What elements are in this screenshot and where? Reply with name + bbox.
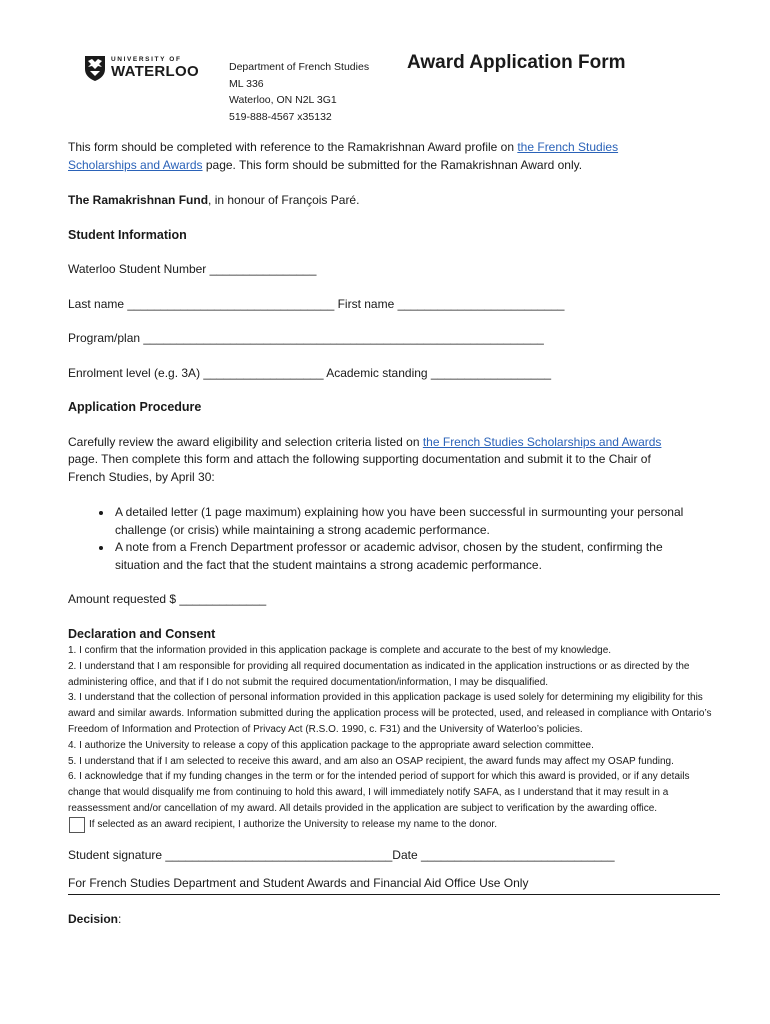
intro-paragraph [68, 139, 720, 174]
fund-name: The Ramakrishnan Fund [68, 193, 209, 207]
fund-dedication: , in honour of François Paré. [208, 193, 360, 207]
supporting-documents-list [68, 504, 720, 574]
consent-checkbox[interactable] [69, 817, 85, 833]
intro-text-before: This form should be completed with reference to the Ramakrishnan Award profile on [68, 140, 518, 154]
amount-requested-field[interactable]: Amount requested $ _____________ [68, 592, 267, 606]
enrolment-standing-fields[interactable]: Enrolment level (e.g. 3A) __________________ Academic standing __________________ [68, 365, 552, 380]
declaration-item-5: 5. I understand that if I am selected to receive this award, and am also an OSAP recipient, the award funds may affect my OSAP funding. [68, 755, 674, 767]
form-body [68, 139, 720, 928]
decision-label: Decision [68, 911, 119, 926]
student-info-heading: Student Information [68, 227, 187, 242]
procedure-text-before: Carefully review the award eligibility and selection criteria listed on [68, 434, 423, 449]
procedure-text-line2: page. Then complete this form and attach the following supporting documentation and submit it to the Chair of [68, 452, 651, 466]
procedure-paragraph [68, 434, 720, 487]
declaration-item-6: 6. I acknowledge that if my funding changes in the term or for the intended period of support for which this award is provided, or if any details change that would disqualify me from continuing to hold this award, I will immediately notify SAFA, as I understand that it may result in a reassessment and/or cancellation of my award. All details provided in the application are subject to verification by the awarding office. [68, 771, 690, 814]
fund-paragraph [68, 192, 720, 210]
signature-date-fields[interactable]: Student signature __________________________________Date _____________________________ [68, 847, 615, 862]
intro-link-part2[interactable]: Scholarships and Awards [68, 157, 203, 172]
bullet-2-line2: situation and the fact that the student maintains a strong academic performance. [115, 557, 542, 572]
office-use-banner: For French Studies Department and Student Awards and Financial Aid Office Use Only [68, 875, 720, 895]
bullet-2-line1: A note from a French Department professor or academic advisor, chosen by the student, confirming the [115, 540, 663, 554]
declaration-item-3: 3. I understand that the collection of personal information provided in this application package is used solely for determining my eligibility for this award and similar awards. Information submitted during the application process will be protected, used, and released in compliance with Ontario’s Freedom of Information and Protection of Privacy Act (R.S.O. 1990, c. F31) and the University of Waterloo’s policies. [68, 692, 712, 735]
student-number-field[interactable]: Waterloo Student Number ________________ [68, 262, 317, 276]
intro-text-after: page. This form should be submitted for the Ramakrishnan Award only. [202, 157, 583, 172]
form-title: Award Application Form [407, 52, 626, 73]
department-phone: 519-888-4567 x35132 [229, 110, 332, 123]
declaration-heading: Declaration and Consent [68, 626, 216, 641]
logo-line-university-of: UNIVERSITY OF [111, 55, 182, 63]
program-field[interactable]: Program/plan ____________________________________________________________ [68, 331, 544, 345]
logo-line-waterloo: WATERLOO [111, 63, 199, 81]
department-name: Department of French Studies [229, 61, 370, 73]
declaration-item-4: 4. I authorize the University to release a copy of this application package to the appropriate award selection committee. [68, 739, 594, 751]
procedure-text-line3: French Studies, by April 30: [68, 469, 215, 484]
list-item [113, 504, 720, 539]
declaration-item-2: 2. I understand that I am responsible for providing all required documentation as indicated in the application instructions or as directed by the administering office, and that if I do not submit the required documentation/information, I may be disqualified. [68, 660, 690, 688]
university-crest-icon [84, 54, 106, 82]
department-room: ML 336 [229, 77, 264, 90]
name-fields[interactable]: Last name _______________________________ First name _________________________ [68, 296, 565, 311]
scholarships-link-procedure[interactable]: the French Studies Scholarships and Awards [422, 434, 662, 449]
intro-link-part1[interactable]: the French Studies [517, 140, 619, 154]
consent-label: If selected as an award recipient, I authorize the University to release my name to the donor. [89, 819, 497, 831]
bullet-1-line1: A detailed letter (1 page maximum) explaining how you have been successful in surmounting your personal [115, 505, 684, 519]
list-item [113, 539, 720, 574]
decision-field [68, 911, 720, 929]
declaration-item-1: 1. I confirm that the information provided in this application package is complete and accurate to the best of my knowledge. [68, 645, 612, 656]
procedure-heading: Application Procedure [68, 400, 202, 414]
department-address [229, 59, 369, 125]
department-city: Waterloo, ON N2L 3G1 [229, 94, 337, 106]
consent-row [69, 817, 720, 833]
university-logo [84, 54, 199, 82]
decision-colon: : [118, 911, 122, 926]
bullet-1-line2: challenge (or crisis) while maintaining a strong academic performance. [115, 522, 490, 537]
